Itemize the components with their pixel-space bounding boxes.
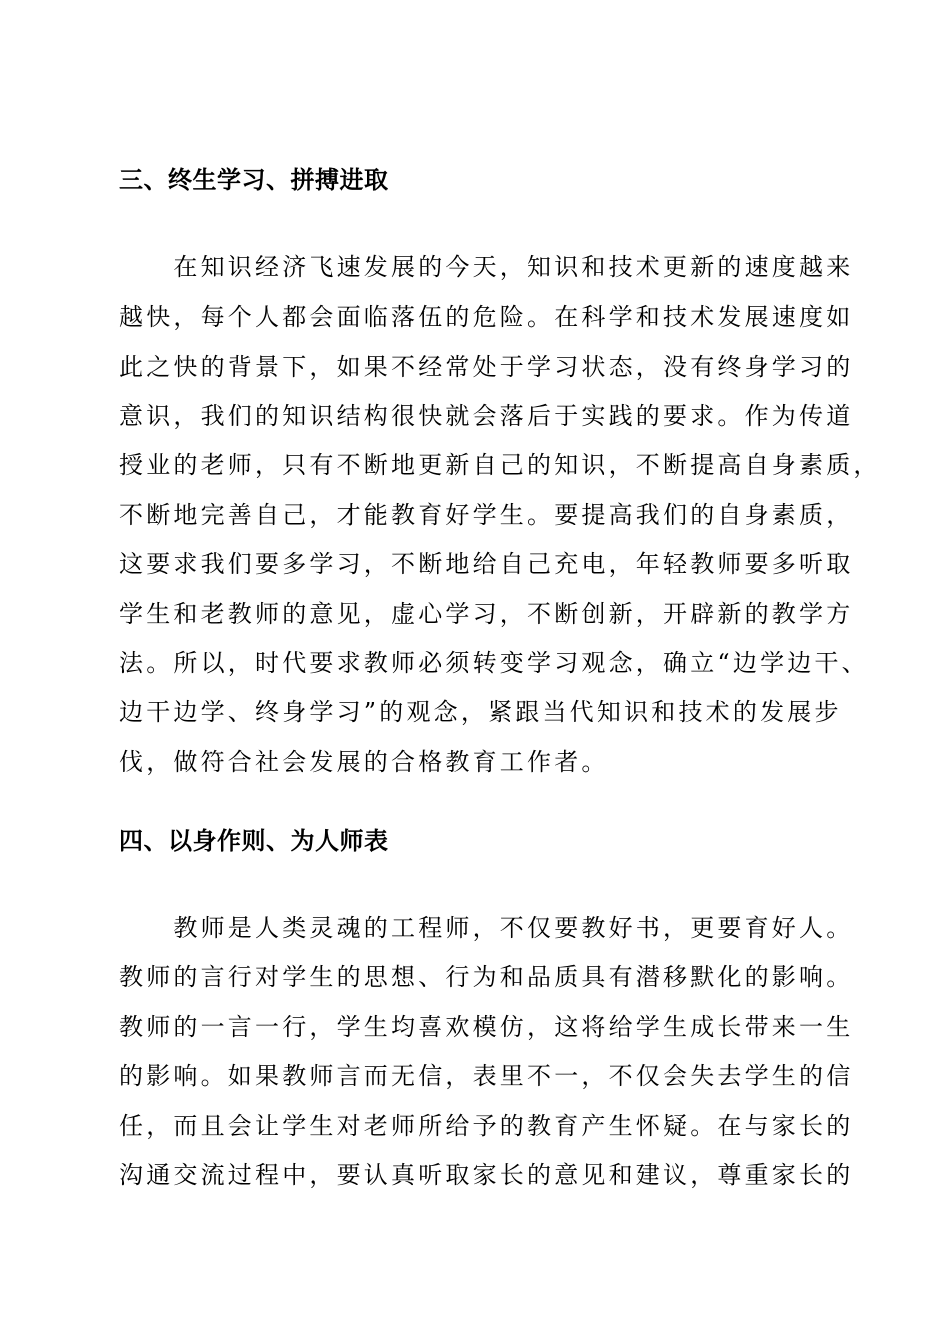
paragraph-line: 学生和老教师的意见，虚心学习，不断创新，开辟新的教学方 xyxy=(119,600,854,628)
paragraph-line: 教师的言行对学生的思想、行为和品质具有潜移默化的影响。 xyxy=(119,963,854,991)
paragraph-line: 教师是人类灵魂的工程师，不仅要教好书，更要育好人。 xyxy=(119,914,854,942)
paragraph-line: 此之快的背景下，如果不经常处于学习状态，没有终身学习的 xyxy=(119,353,854,381)
paragraph-line: 不断地完善自己，才能教育好学生。要提高我们的自身素质， xyxy=(119,501,854,529)
paragraph-line: 法。所以，时代要求教师必须转变学习观念，确立“边学边干、 xyxy=(119,649,869,677)
paragraph-line: 的影响。如果教师言而无信，表里不一，不仅会失去学生的信 xyxy=(119,1062,854,1090)
section-heading-role-model: 四、以身作则、为人师表 xyxy=(119,827,389,855)
section-heading-lifelong-learning: 三、终生学习、拼搏进取 xyxy=(119,166,389,194)
paragraph-line: 在知识经济飞速发展的今天，知识和技术更新的速度越来 xyxy=(119,253,854,281)
paragraph-line: 这要求我们要多学习，不断地给自己充电，年轻教师要多听取 xyxy=(119,550,854,578)
paragraph-line: 边干边学、终身学习”的观念，紧跟当代知识和技术的发展步 xyxy=(119,698,842,726)
paragraph-line: 授业的老师，只有不断地更新自己的知识，不断提高自身素质， xyxy=(119,451,881,479)
paragraph-line: 伐，做符合社会发展的合格教育工作者。 xyxy=(119,748,609,776)
paragraph-line: 任，而且会让学生对老师所给予的教育产生怀疑。在与家长的 xyxy=(119,1112,854,1140)
paragraph-line: 沟通交流过程中，要认真听取家长的意见和建议，尊重家长的 xyxy=(119,1161,854,1189)
paragraph-line: 教师的一言一行，学生均喜欢模仿，这将给学生成长带来一生 xyxy=(119,1013,854,1041)
paragraph-line: 越快，每个人都会面临落伍的危险。在科学和技术发展速度如 xyxy=(119,303,854,331)
paragraph-line: 意识，我们的知识结构很快就会落后于实践的要求。作为传道 xyxy=(119,402,854,430)
